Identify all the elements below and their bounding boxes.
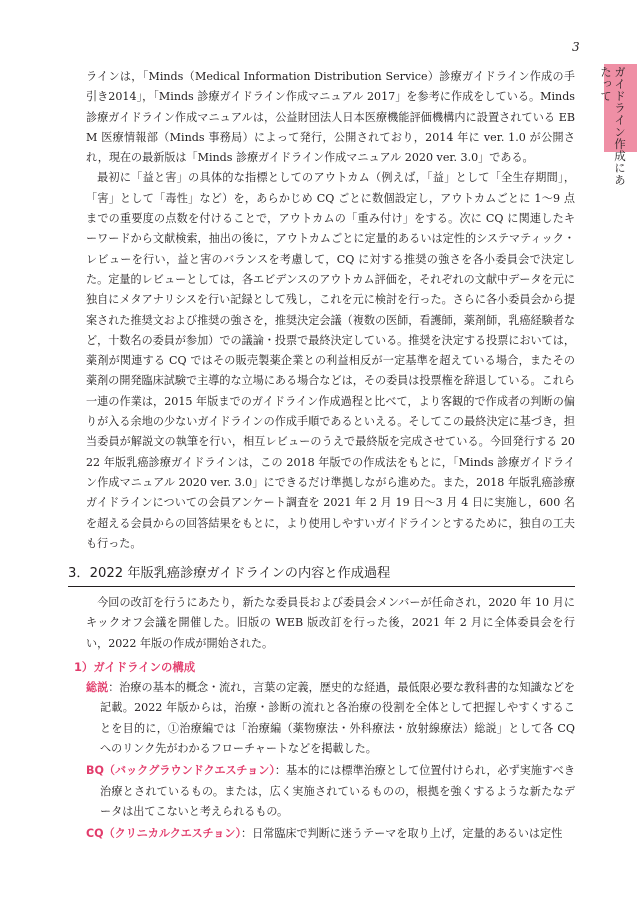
guideline-structure-subheading: 1）ガイドラインの構成 [74,660,196,675]
definition-term: BQ（バックグラウンドクエスチョン） [86,764,275,778]
section-3-paragraph: 今回の改訂を行うにあたり，新たな委員長および委員会メンバーが任命され，2020 年 10 月にキックオフ会議を開催した。旧版の WEB 版改訂を行った後，2021 年 2 月に全体委員会を行い，2022 年版の作成が開始された。 [86,596,575,650]
intro-paragraph-1: ラインは，「Minds（Medical Information Distribution Service）診療ガイドライン作成の手引き2014」，「Minds 診療ガイドライン作成マニュアル 2017」を参考に作成をしている。Minds 診療ガイドライン作成マニュアルは，公益財団法人日本医療機能評価機構内に設置されている EBM 医療情報部（Minds 事務局）によって発行，公開されており，2014 年に ver. 1.0 が公開され，現在の最新版は「Minds 診療ガイドライン作成マニュアル 2020 ver. 3.0」である。 [86,70,575,165]
page-body [68,67,576,844]
definition-cq [86,824,575,844]
definition-text: ：日常臨床で判断に迷うテーマを取り上げ，定量的あるいは定性 [241,827,563,841]
definition-overview [86,678,575,759]
definition-bq [86,761,575,822]
page-number: 3 [572,40,580,54]
definition-term: CQ（クリニカルクエスチョン） [86,827,242,841]
definition-text: ：基本的には標準治療として位置付けられ，必ず実施すべき治療とされているもの。または，広く実施されているものの，根拠を強くするような新たなデータは出てこないと考えられるもの。 [100,764,576,818]
definition-text: ：治療の基本的概念・流れ，言葉の定義，歴史的な経過，最低限必要な教科書的な知識などを記載。2022 年版からは，治療・診断の流れと各治療の役割を全体として把握しやすくすることを目的に，①治療編では「治療編（薬物療法・外科療法・放射線療法）総説」として各 CQ へのリンク先がわかるフローチャートなどを掲載した。 [100,681,575,755]
definition-term: 総説 [86,681,109,695]
chapter-side-tab-label: ガイドライン作成にあたって [599,66,627,186]
intro-paragraph-2: 最初に「益と害」の具体的な指標としてのアウトカム（例えば，「益」として「全生存期間」，「害」として「毒性」など）を，あらかじめ CQ ごとに数個設定し，アウトカムごとに 1〜9 点までの重要度の点数を付けることで，アウトカムの「重み付け」をする。次に CQ に関連したキーワードから文献検索，抽出の後に，アウトカムごとに定量的あるいは定性的システマティック・レビューを行い，益と害のバランスを考慮して，CQ に対する推奨の強さを各小委員会で決定した。定量的レビューとしては，各エビデンスのアウトカム評価を，それぞれの文献中データを元に独自にメタアナリシスを行い記録として残し，これを元に検討を行った。さらに各小委員会から提案された推奨文および推奨の強さを，推奨決定会議（複数の医師，看護師，薬剤師，乳癌経験者など，十数名の委員が参加）での議論・投票で最終決定している。推奨を決定する投票においては，薬剤が関連する CQ ではその販売製薬企業との利益相反が一定基準を超えている場合，またその薬剤の開発臨床試験で主導的な立場にある場合などは，その委員は投票権を辞退している。これら一連の作業は，2015 年版までのガイドライン作成過程と比べて，より客観的で作成者の判断の偏りが入る余地の少ないガイドラインの作成手順であるといえる。そしてこの最終決定に基づき，担当委員が解説文の執筆を行い，相互レビューのうえで最終版を完成させている。今回発行する 2022 年版乳癌診療ガイドラインは，この 2018 年版での作成法をもとに，「Minds 診療ガイドライン作成マニュアル 2020 ver. 3.0」にできるだけ準拠しながら進めた。また，2018 年版乳癌診療ガイドラインについての会員アンケート調査を 2021 年 2 月 19 日〜3 月 4 日に実施し，600 名を超える会員からの回答結果をもとに，より使用しやすいガイドラインとするために，独自の工夫も行った。 [86,171,575,550]
section-3-heading: 3．2022 年版乳癌診療ガイドラインの内容と作成過程 [68,564,575,587]
